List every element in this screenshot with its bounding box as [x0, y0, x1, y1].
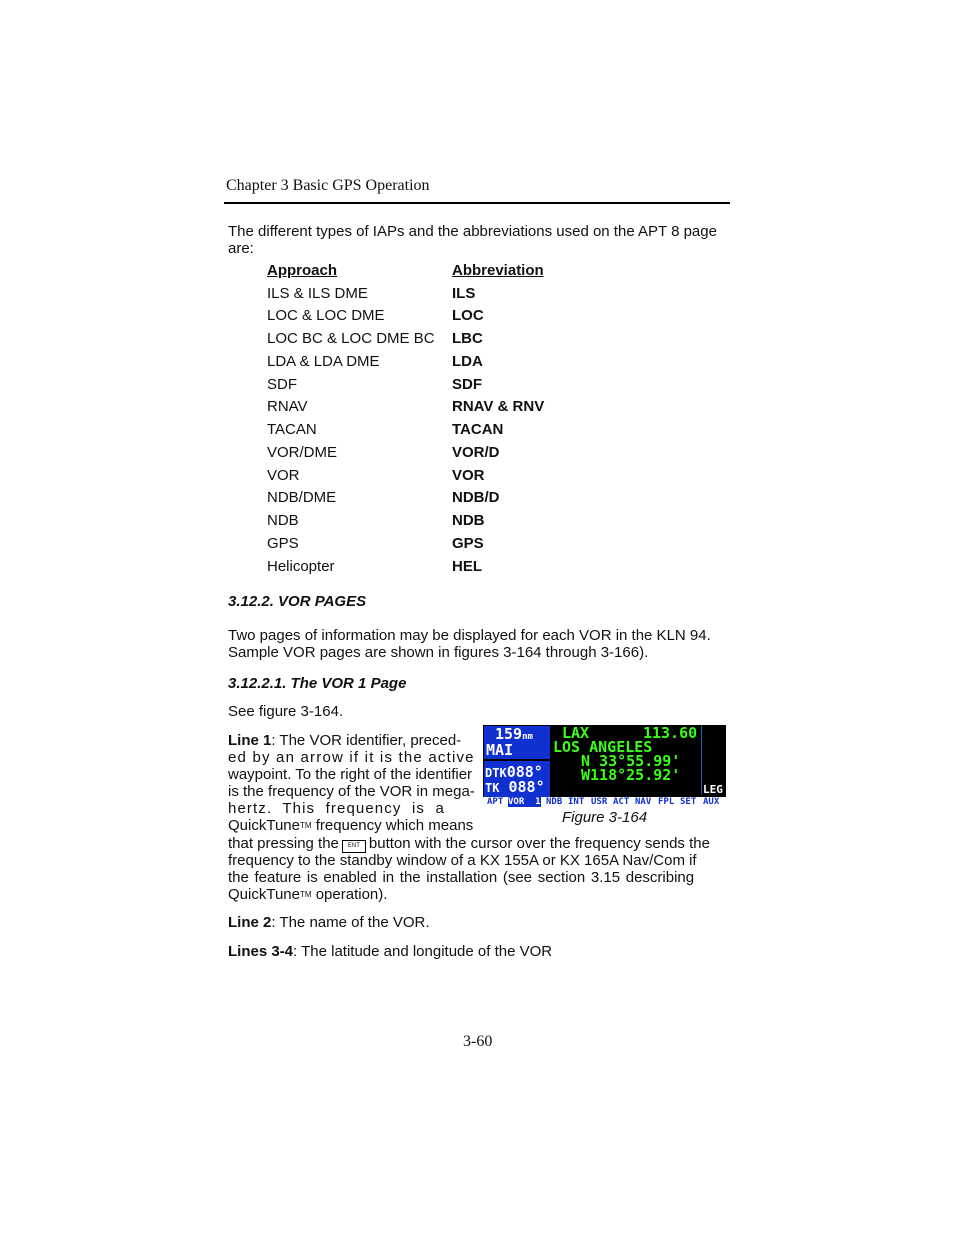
- approach-cell: TACAN: [267, 421, 317, 438]
- line1-paragraph-l6: [228, 817, 480, 834]
- abbreviation-column-header: Abbreviation: [452, 262, 544, 279]
- vor-frequency: 113.60: [643, 724, 698, 742]
- approach-cell: VOR/DME: [267, 444, 338, 461]
- line1-paragraph-l4: is the frequency of the VOR in mega-: [228, 783, 475, 800]
- intro-paragraph: The different types of IAPs and the abbreviations used on the APT 8 page are:: [228, 223, 717, 257]
- line1-text: operation).: [311, 886, 388, 903]
- vor-longitude: W118°25.92': [581, 766, 681, 784]
- vor-intro-line-1: Two pages of information may be displayed for each VOR in the KLN 94.: [228, 627, 711, 644]
- approach-cell: LOC & LOC DME: [267, 307, 385, 324]
- line1-paragraph-l2: ed by an arrow if it is the active: [228, 749, 475, 766]
- see-figure-text: See figure 3-164.: [228, 703, 344, 720]
- trademark-symbol: TM: [299, 821, 312, 830]
- trademark-symbol: TM: [299, 890, 312, 899]
- abbreviation-cell: LOC: [452, 307, 484, 324]
- tab-aux: AUX: [703, 797, 720, 807]
- abbreviation-cell: HEL: [452, 558, 482, 575]
- vor-intro-line-2: Sample VOR pages are shown in figures 3-164 through 3-166).: [228, 644, 649, 661]
- line1-text: frequency which means: [311, 817, 474, 834]
- line1-paragraph-l3: waypoint. To the right of the identifier: [228, 766, 473, 783]
- lines34-paragraph: [228, 943, 728, 960]
- approach-cell: VOR: [267, 467, 300, 484]
- section-heading-vor1-page: 3.12.2.1. The VOR 1 Page: [228, 675, 407, 692]
- approach-cell: NDB: [267, 512, 299, 529]
- lines34-text: : The latitude and longitude of the VOR: [293, 943, 553, 960]
- abbreviation-cell: SDF: [452, 376, 482, 393]
- active-waypoint-ident: MAI: [486, 741, 514, 759]
- abbreviation-cell: LBC: [452, 330, 483, 347]
- vor-identifier: LAX: [562, 724, 590, 742]
- quicktune-text: QuickTune: [228, 817, 300, 834]
- line1-paragraph-l5: hertz. This frequency is a: [228, 800, 445, 817]
- left-panel-divider: [484, 759, 550, 761]
- right-panel-divider: [701, 726, 702, 794]
- tab-int: INT: [568, 797, 585, 807]
- abbreviation-cell: NDB: [452, 512, 485, 529]
- ent-key-icon: ENT: [342, 840, 366, 853]
- approach-cell: NDB/DME: [267, 489, 337, 506]
- lines34-label: Lines 3-4: [228, 943, 294, 960]
- approach-column-header: Approach: [267, 262, 338, 279]
- abbreviation-cell: LDA: [452, 353, 483, 370]
- line1-label: Line 1: [228, 732, 272, 749]
- section-heading-vor-pages: 3.12.2. VOR PAGES: [228, 593, 367, 610]
- tab-usr: USR: [591, 797, 608, 807]
- figure-caption: Figure 3-164: [562, 809, 648, 826]
- tab-apt: APT: [487, 797, 504, 807]
- approach-cell: RNAV: [267, 398, 308, 415]
- tab-vor-selected: VOR 1: [508, 797, 541, 807]
- approach-cell: GPS: [267, 535, 299, 552]
- dtk-readout: DTK088°: [485, 763, 543, 781]
- vor-latitude: N 33°55.99': [581, 752, 681, 770]
- header-rule: [224, 202, 730, 204]
- tab-ndb: NDB: [546, 797, 563, 807]
- tab-act: ACT: [613, 797, 630, 807]
- vor-name: LOS ANGELES: [553, 738, 653, 756]
- abbreviation-cell: TACAN: [452, 421, 504, 438]
- line1-text: that pressing the: [228, 835, 339, 852]
- page-number: 3-60: [463, 1033, 493, 1050]
- abbreviation-cell: VOR: [452, 467, 485, 484]
- approach-cell: LDA & LDA DME: [267, 353, 380, 370]
- line2-text: : The name of the VOR.: [271, 914, 430, 931]
- tab-fpl: FPL: [658, 797, 675, 807]
- distance-readout: 159nm: [495, 725, 533, 743]
- abbreviation-cell: VOR/D: [452, 444, 500, 461]
- quicktune-text: QuickTune: [228, 886, 300, 903]
- line2-label: Line 2: [228, 914, 272, 931]
- approach-cell: LOC BC & LOC DME BC: [267, 330, 435, 347]
- line1-text: button with the cursor over the frequency sends the: [368, 835, 710, 852]
- mode-indicator: LEG: [703, 783, 723, 796]
- line1-paragraph-l9: the feature is enabled in the installation (see section 3.15 describing: [228, 869, 695, 886]
- tab-set: SET: [680, 797, 697, 807]
- approach-cell: Helicopter: [267, 558, 335, 575]
- abbreviation-cell: RNAV & RNV: [452, 398, 545, 415]
- page-tabs-bar: [483, 797, 726, 807]
- chapter-header: Chapter 3 Basic GPS Operation: [226, 177, 430, 194]
- tk-readout: TK 088°: [485, 778, 545, 796]
- line1-paragraph-l8: frequency to the standby window of a KX 155A or KX 165A Nav/Com if: [228, 852, 697, 869]
- abbreviation-cell: ILS: [452, 285, 476, 302]
- line2-paragraph: [228, 914, 728, 931]
- line1-paragraph-l1: [228, 732, 478, 749]
- line1-paragraph-l10: [228, 886, 728, 903]
- line1-paragraph-l7: [228, 835, 728, 853]
- kln94-vor1-screen: [483, 725, 726, 798]
- line1-text: : The VOR identifier, preced-: [271, 732, 462, 749]
- approach-cell: ILS & ILS DME: [267, 285, 368, 302]
- approach-cell: SDF: [267, 376, 297, 393]
- abbreviation-cell: NDB/D: [452, 489, 500, 506]
- abbreviation-cell: GPS: [452, 535, 484, 552]
- tab-nav: NAV: [635, 797, 652, 807]
